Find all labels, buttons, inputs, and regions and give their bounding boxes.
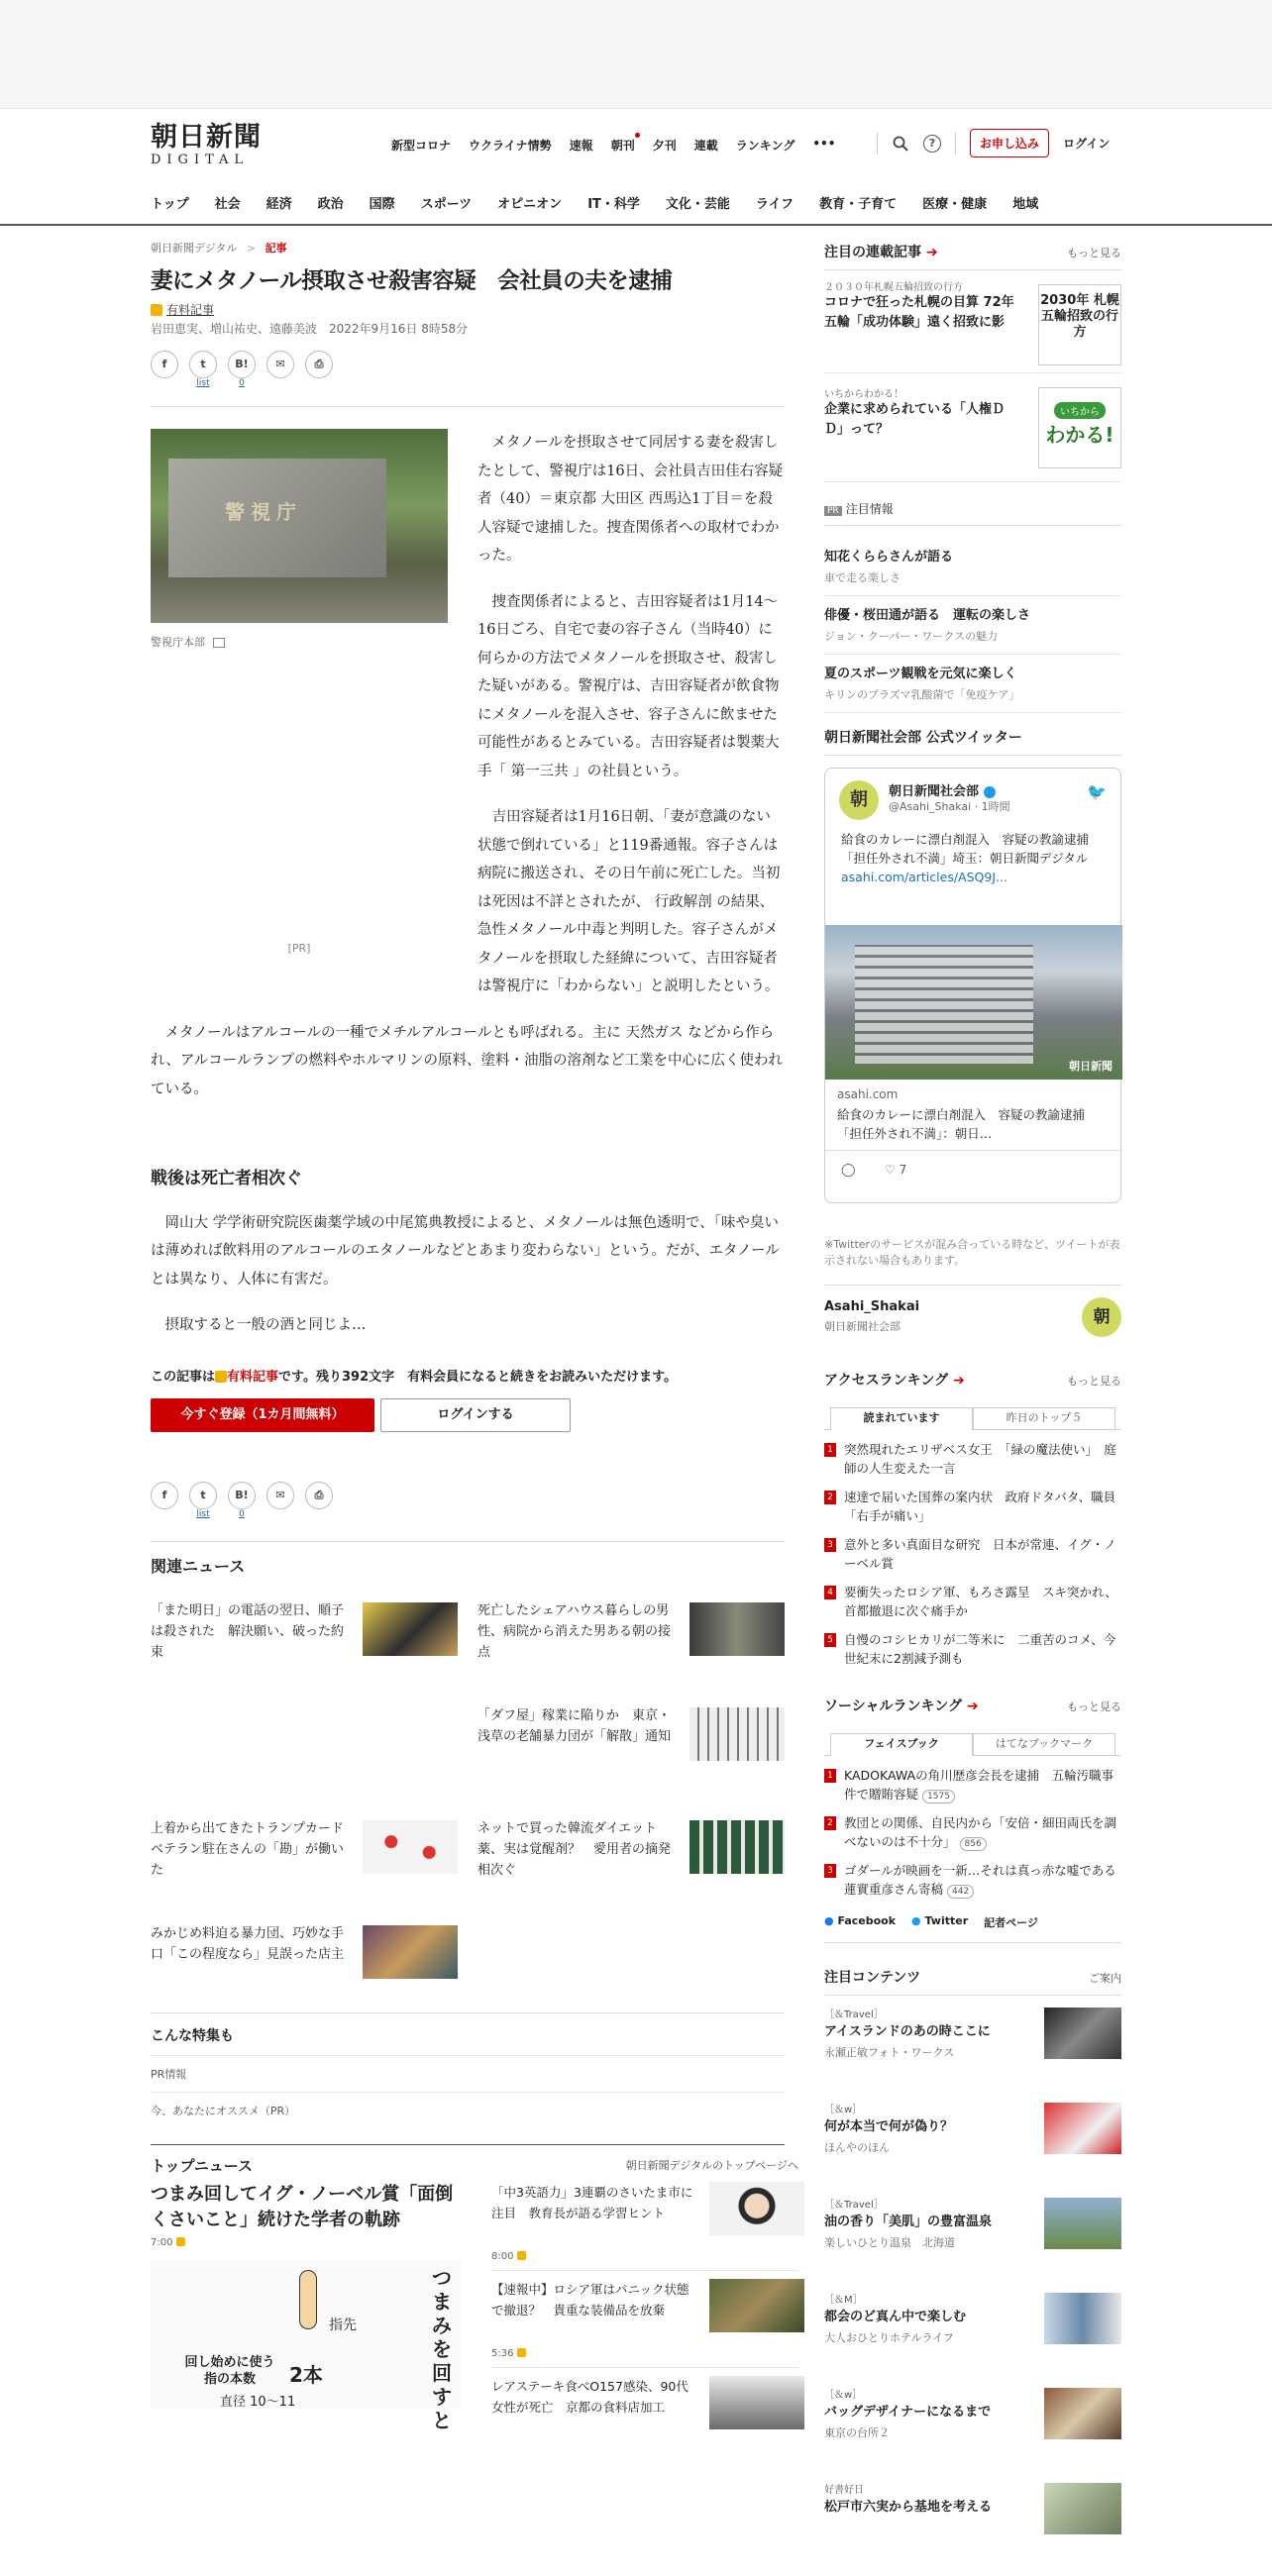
twitter-share-icon[interactable]: t	[189, 1482, 217, 1509]
facebook-link[interactable]	[824, 1914, 896, 1930]
nav-item-evening[interactable]: 夕刊	[652, 139, 677, 153]
illus-side-label: つまみを回すと	[432, 2265, 452, 2432]
like-button[interactable]	[885, 1163, 906, 1177]
tab-yesterday-top5[interactable]: 昨日のトップ５	[973, 1407, 1115, 1429]
nav-item-ranking[interactable]: ランキング	[735, 139, 795, 153]
embedded-tweet[interactable]	[824, 768, 1121, 1203]
content-item[interactable]	[824, 2481, 1121, 2576]
rank-number: 3	[824, 1864, 836, 1878]
ranking-item[interactable]	[824, 1630, 1121, 1668]
breadcrumb	[151, 240, 785, 256]
twitter-list-link[interactable]: list	[196, 378, 210, 388]
article-paragraph: 摂取すると一般の酒と同じよ…	[164, 1317, 367, 1333]
content-sub: 永瀬正敏フォト・ワークス	[824, 2046, 955, 2059]
twitter-header: 朝日新聞社会部 公式ツイッター	[824, 727, 1121, 756]
contents-header	[824, 1967, 1121, 1996]
tweet-card-image[interactable]	[825, 925, 1122, 1080]
facebook-link-text: Facebook	[837, 1914, 897, 1927]
rank-number: 1	[824, 1443, 836, 1457]
header-nav	[391, 137, 835, 154]
ranking-item[interactable]	[824, 1583, 1121, 1620]
twitter-link[interactable]	[911, 1914, 968, 1930]
hatena-count: 0	[239, 378, 245, 388]
article-body	[151, 429, 785, 1340]
rank-number: 5	[824, 1633, 836, 1647]
nav-item-ukraine[interactable]: ウクライナ情勢	[469, 139, 552, 153]
verified-icon	[984, 786, 996, 798]
main-column	[151, 228, 798, 2432]
mail-share-icon[interactable]: ✉	[266, 351, 294, 378]
article-photo	[151, 429, 448, 975]
related-item-title: 上着から出てきたトランプカード ベテラン駐在さんの「勘」が働いた	[151, 1820, 357, 1878]
pr-item[interactable]	[824, 526, 1121, 596]
paywall-text: です。残り392文字 有料会員になると続きをお読みいただけます。	[278, 1369, 678, 1385]
share-count: 1575	[922, 1790, 955, 1803]
pr-ad-slot	[151, 658, 448, 975]
content-item[interactable]	[824, 2196, 1121, 2291]
top-news-item[interactable]	[491, 2376, 798, 2465]
recommend-pr[interactable]: 今、あなたにオススメ（PR）	[151, 2092, 785, 2128]
related-item[interactable]	[151, 1600, 458, 1660]
content-item[interactable]	[824, 2291, 1121, 2386]
share-buttons-bottom	[151, 1482, 785, 1519]
lock-icon	[176, 2237, 185, 2246]
photo-sign-text: 警視庁	[225, 500, 302, 524]
category-region[interactable]: 地域	[1012, 196, 1039, 212]
ranking-item-title: ゴダールが映画を一新…それは真っ赤な嘘である 蓮實重彦さん寄稿	[844, 1863, 1129, 1897]
ranking-item[interactable]	[824, 1766, 1121, 1803]
content-kicker: ［＆M］	[824, 2295, 863, 2306]
pr-item-sub: キリンのプラズマ乳酸菌で「免疫ケア」	[824, 688, 1020, 701]
ranking-item-title: 速達で届いた国葬の案内状 政府ドタバタ、職員「右手が痛い」	[844, 1490, 1116, 1523]
paid-label-text: 有料記事	[166, 303, 215, 317]
top-news-thumbnail	[709, 2376, 804, 2429]
contents-title: 注目コンテンツ	[824, 1970, 921, 1986]
logo-text: 朝日新聞	[151, 122, 262, 153]
top-news-item-title: 「中3英語力」3連覇のさいたま市に注目 教育長が語る学習ヒント	[491, 2184, 693, 2220]
tweet-link[interactable]: asahi.com/articles/ASQ9J...	[841, 870, 1007, 884]
article-paragraph: 吉田容疑者は1月16日朝、「妻が意識のない状態で倒れている」と119番通報。容子さんは病院に搬送され、その日午前に死亡した。当初は死因は不詳とされたが、 行政解剖 の結果、急性メタノール中毒と判明した。容子さんがメタノールを摂取した経緯について、吉田容疑者は警視庁に「わからない」と説明したという。	[477, 809, 781, 994]
time-text: 5:36	[491, 2347, 514, 2359]
twitter-bird-icon[interactable]: 🐦	[1087, 782, 1107, 801]
login-button[interactable]: ログインする	[380, 1398, 571, 1432]
related-thumbnail	[363, 1820, 458, 1874]
content-thumbnail	[1044, 2483, 1121, 2534]
facebook-share-icon[interactable]: f	[151, 1482, 178, 1509]
site-header	[0, 109, 1272, 180]
top-news-header	[151, 2144, 798, 2182]
pr-item[interactable]	[824, 655, 1121, 713]
illus-bottom-label: 直径 10～11	[220, 2394, 296, 2410]
article-paragraph: メタノールを摂取させて同居する妻を殺害したとして、警視庁は16日、会社員吉田佳右容疑者（40）＝東京都 大田区 西馬込1丁目＝を殺人容疑で逮捕した。捜査関係者への取材でわかった。	[477, 435, 784, 564]
divider	[151, 406, 785, 407]
social-ranking-list	[824, 1766, 1129, 1899]
article-paragraph: メタノールはアルコールの一種でメチルアルコールとも呼ばれる。主に 天然ガス などから作られ、アルコールランプの燃料やホルマリンの原料、塗料・油脂の溶剤など工業を中心に広く使われている。	[151, 1024, 783, 1097]
nav-item-breaking[interactable]: 速報	[569, 139, 593, 153]
rank-number: 2	[824, 1816, 836, 1830]
tab-facebook[interactable]: フェイスブック	[830, 1733, 973, 1756]
top-ad-banner	[0, 0, 1272, 109]
arrow-right-icon[interactable]: ➔	[925, 245, 938, 260]
mail-share-icon[interactable]: ✉	[266, 1482, 294, 1509]
category-international[interactable]: 国際	[369, 196, 395, 212]
image-icon[interactable]	[213, 638, 225, 648]
ranking-item-title: 教団との関係、自民内から「安倍・細田両氏を調べないのは不十分」	[844, 1815, 1117, 1849]
related-item-title: 死亡したシェアハウス暮らしの男性、病院から消えた男ある朝の接点	[477, 1602, 672, 1660]
login-link[interactable]: ログイン	[1063, 137, 1111, 151]
top-news-thumbnail	[709, 2279, 804, 2332]
article-title: 妻にメタノール摂取させ殺害容疑 会社員の夫を逮捕	[151, 268, 673, 294]
twitter-list-link[interactable]: list	[196, 1508, 210, 1519]
share-count: 856	[960, 1837, 987, 1851]
category-health[interactable]: 医療・健康	[922, 196, 988, 212]
share-buttons	[151, 351, 785, 388]
content-sub: 楽しいひとり温泉 北海道	[824, 2236, 955, 2249]
content-item[interactable]	[824, 2101, 1121, 2196]
tweet-avatar[interactable]: 朝	[839, 780, 879, 820]
contents-more[interactable]: ご案内	[1089, 1972, 1121, 1985]
tab-hatena-bookmark[interactable]: はてなブックマーク	[973, 1733, 1115, 1755]
content-item[interactable]	[824, 2386, 1121, 2481]
category-it-science[interactable]: IT・科学	[587, 196, 640, 212]
serial-more-link[interactable]: もっと見る	[1067, 247, 1121, 259]
related-item[interactable]	[477, 1818, 785, 1878]
content-thumbnail	[1044, 2198, 1121, 2249]
reply-icon[interactable]: ◯	[841, 1163, 856, 1178]
thumb-label: いちから	[1054, 402, 1106, 419]
related-thumbnail	[363, 1602, 458, 1656]
content-thumbnail	[1044, 2008, 1121, 2059]
top-page-link[interactable]: 朝日新聞デジタルのトップページへ	[625, 2158, 798, 2172]
top-news-item-title: 【速報中】ロシア軍はパニック状態で撤退？ 貴重な装備品を放棄	[491, 2281, 689, 2318]
share-count: 442	[947, 1885, 974, 1899]
category-economy[interactable]: 経済	[265, 196, 292, 212]
paid-label	[151, 301, 785, 318]
rank-number: 1	[824, 1769, 836, 1783]
hatena-bookmark-icon[interactable]: B!	[228, 351, 256, 378]
rank-number: 3	[824, 1538, 836, 1552]
access-ranking-tabs	[824, 1407, 1121, 1430]
related-thumbnail	[363, 1925, 458, 1979]
serial-item[interactable]	[824, 270, 1121, 373]
illus-label: 回し始めに使う指の本数	[184, 2354, 275, 2387]
thumb-label: わかる!	[1045, 423, 1114, 447]
content-thumbnail	[1044, 2103, 1121, 2154]
nav-item-morning[interactable]: 朝刊	[610, 139, 635, 153]
tab-most-read[interactable]: 読まれています	[830, 1407, 973, 1430]
paywall-paid-text: 有料記事	[227, 1369, 279, 1385]
related-item-title: 「また明日」の電話の翌日、順子は殺された 解決願い、破った約束	[151, 1602, 345, 1660]
photo-caption-text: 警視庁本部	[151, 636, 205, 649]
photo-caption	[151, 629, 448, 658]
related-thumbnail	[689, 1820, 785, 1874]
serial-thumbnail	[1038, 387, 1121, 468]
pr-item-title: 俳優・桜田通が語る 運転の楽しさ	[824, 608, 1031, 623]
serial-title[interactable]: 注目の連載記事	[824, 245, 921, 260]
category-life[interactable]: ライフ	[755, 196, 795, 212]
tweet-handle: @Asahi_Shakai · 1時間	[889, 800, 1010, 813]
divider	[825, 1150, 1122, 1151]
lock-icon	[517, 2251, 526, 2260]
related-thumbnail	[689, 1707, 785, 1761]
content-title: 松戸市六実から基地を考える	[824, 2500, 993, 2515]
access-ranking-more[interactable]: もっと見る	[1067, 1375, 1121, 1388]
account-name: Asahi_Shakai	[824, 1299, 920, 1314]
pr-head-title: 注目情報	[845, 502, 894, 516]
pr-item-sub: ジョン・クーパー・ワークスの魅力	[824, 630, 999, 643]
sidebar	[824, 228, 1129, 2576]
twitter-note: ※Twitterのサービスが混み合っている時など、ツイートが表示されない場合もあります。	[824, 1238, 1120, 1267]
features-title: こんな特集も	[151, 2012, 785, 2045]
register-button[interactable]: 今すぐ登録（1カ月間無料）	[151, 1398, 374, 1432]
social-ranking-header	[824, 1696, 1121, 1723]
ranking-item-title: 突然現れたエリザベス女王 「緑の魔法使い」 庭師の人生変えた一言	[844, 1442, 1116, 1476]
subscribe-button[interactable]: お申し込み	[970, 129, 1049, 157]
site-logo[interactable]	[151, 123, 262, 168]
account-avatar: 朝	[1082, 1297, 1121, 1337]
photo-image[interactable]	[151, 429, 448, 623]
social-links	[824, 1914, 1121, 1943]
paywall-buttons	[151, 1398, 785, 1432]
twitter-share-icon[interactable]: t	[189, 351, 217, 378]
lock-icon	[215, 1371, 227, 1383]
social-ranking-tabs	[824, 1733, 1121, 1756]
serial-item[interactable]	[824, 373, 1121, 482]
pr-item-title: 夏のスポーツ観戦を元気に楽しく	[824, 667, 1017, 681]
category-top[interactable]: トップ	[151, 196, 189, 212]
content-kicker: ［＆w］	[824, 2105, 863, 2115]
ranking-item-title: 意外と多い真面目な研究 日本が常連、イグ・ノーベル賞	[844, 1537, 1116, 1571]
tweet-card-domain: asahi.com	[837, 1087, 899, 1101]
related-thumbnail	[689, 1602, 785, 1656]
social-ranking-title[interactable]: ソーシャルランキング	[824, 1699, 963, 1714]
category-education[interactable]: 教育・子育て	[819, 196, 898, 212]
top-news-thumbnail	[709, 2182, 804, 2235]
nav-item-corona[interactable]: 新型コロナ	[391, 139, 452, 153]
rank-number: 4	[824, 1586, 836, 1599]
lock-icon	[151, 304, 162, 316]
content-kicker: ［＆w］	[824, 2390, 863, 2401]
tweet-author[interactable]	[889, 780, 996, 799]
related-item[interactable]	[151, 1818, 458, 1878]
contents-list	[824, 2006, 1121, 2576]
nav-item-series[interactable]: 連載	[693, 139, 718, 153]
like-count: 7	[899, 1163, 907, 1177]
account-sub: 朝日新聞社会部	[824, 1320, 901, 1333]
tweet-body: 給食のカレーに漂白剤混入 容疑の教諭逮捕 「担任外され不満」埼玉：朝日新聞デジタル	[841, 832, 1102, 866]
hatena-bookmark-icon[interactable]: B!	[228, 1482, 256, 1509]
tweet-card-title[interactable]: 給食のカレーに漂白剤混入 容疑の教諭逮捕 「担任外され不満」：朝日…	[837, 1107, 1098, 1141]
access-ranking-list	[824, 1440, 1121, 1668]
top-news-item-time	[491, 2348, 526, 2359]
paywall-notice	[151, 1366, 785, 1385]
top-news-main-time	[151, 2237, 462, 2248]
content-sub: 東京の台所２	[824, 2426, 890, 2439]
twitter-account[interactable]	[824, 1285, 1121, 1346]
content-title: 油の香り「美肌」の豊富温泉	[824, 2215, 993, 2229]
twitter-icon: ●	[911, 1914, 921, 1927]
related-item[interactable]	[477, 1705, 785, 1765]
content-sub: 大人おひとりホテルライフ	[824, 2331, 954, 2344]
content-item[interactable]	[824, 2006, 1121, 2101]
article-paragraph: 岡山大 学学術研究院医歯薬学域の中尾篤典教授によると、メタノールは無色透明で、「味や臭いは薄めれば飲料用のアルコールのエタノールなどとあまり変わらない」という。だが、エタノールとは異なり、人体に有害だ。	[151, 1214, 780, 1288]
content-kicker: ［＆Travel］	[824, 2009, 884, 2020]
breadcrumb-home[interactable]: 朝日新聞デジタル	[151, 242, 238, 255]
related-news-title: 関連ニュース	[151, 1541, 785, 1577]
logo-subtext: DIGITAL	[151, 153, 250, 167]
serial-item-title: 企業に求められている「人権ＤＤ」って？	[824, 402, 1006, 437]
pr-item[interactable]	[824, 596, 1121, 655]
related-news	[151, 1587, 785, 2003]
serial-kicker: ２０３０年札幌五輪招致の行方	[824, 282, 963, 293]
ranking-item[interactable]	[824, 1535, 1121, 1573]
category-society[interactable]: 社会	[214, 196, 241, 212]
content-sub: ほんやのほん	[824, 2141, 890, 2154]
article-subheading: 戦後は死亡者相次ぐ	[151, 1169, 302, 1188]
card-watermark: 朝日新聞	[1069, 1060, 1113, 1073]
access-ranking-header	[824, 1370, 1121, 1397]
lock-icon	[517, 2348, 526, 2357]
facebook-share-icon[interactable]: f	[151, 351, 178, 378]
top-news-item[interactable]	[491, 2279, 798, 2368]
search-icon[interactable]	[892, 135, 909, 153]
top-news-item-title: レアステーキ食べO157感染、90代女性が死亡 京都の食料店加工	[491, 2378, 689, 2415]
related-item-title: 「ダフ屋」稼業に陥りか 東京・浅草の老舗暴力団が「解散」通知	[477, 1707, 672, 1744]
content-title: バッグデザイナーになるまで	[824, 2405, 992, 2420]
content-thumbnail	[1044, 2388, 1121, 2439]
content-thumbnail	[1044, 2293, 1121, 2344]
top-news-illustration	[151, 2260, 462, 2432]
article-byline: 岩田恵実、増山祐史、遠藤美波 2022年9月16日 8時58分	[151, 322, 469, 336]
time-text: 7:00	[151, 2236, 173, 2248]
divider	[877, 133, 878, 155]
serial-item-title: コロナで狂った札幌の目算 72年五輪「成功体験」遠く招致に影	[824, 295, 1014, 330]
ranking-item[interactable]	[824, 1861, 1129, 1899]
tweet-author-name: 朝日新聞社会部	[889, 784, 980, 799]
top-news-title: トップニュース	[151, 2156, 254, 2175]
breadcrumb-current[interactable]: 記事	[265, 242, 287, 255]
building-shape	[855, 945, 1033, 1064]
divider	[955, 133, 956, 155]
arrow-right-icon[interactable]: ➔	[953, 1373, 965, 1389]
access-ranking-title[interactable]: アクセスランキング	[824, 1373, 949, 1389]
heart-icon: ♡	[885, 1163, 896, 1177]
category-politics[interactable]: 政治	[317, 196, 344, 212]
content-kicker: ［＆Travel］	[824, 2200, 884, 2211]
category-nav	[0, 180, 1272, 226]
pr-header	[824, 500, 1121, 526]
header-actions	[877, 129, 1110, 157]
reporter-page-link[interactable]: 記者ページ	[984, 1916, 1038, 1929]
top-news-item[interactable]	[491, 2182, 798, 2271]
ranking-item-title: KADOKAWAの角川歴彦会長を逮捕 五輪汚職事件で贈賄容疑	[844, 1768, 1114, 1802]
hatena-count: 0	[239, 1508, 245, 1519]
serial-header	[824, 242, 1121, 270]
content-title: 何が本当で何が偽り？	[824, 2119, 954, 2134]
time-text: 8:00	[491, 2250, 514, 2262]
illus-finger-label: 指先	[329, 2317, 357, 2333]
pr-item-sub: 車で走る楽しさ	[824, 571, 901, 584]
category-culture[interactable]: 文化・芸能	[665, 196, 730, 212]
pr-badge: PR	[824, 506, 842, 516]
print-icon[interactable]: ⎙	[305, 1482, 333, 1509]
serial-kicker: いちからわかる！	[824, 389, 903, 400]
rank-number: 2	[824, 1491, 836, 1504]
related-item[interactable]	[151, 1923, 458, 1983]
arrow-right-icon[interactable]: ➔	[966, 1699, 979, 1714]
pr-info[interactable]: PR情報	[151, 2055, 785, 2092]
related-item-title: みかじめ料迫る暴力団、巧妙な手口「この程度なら」見誤った店主	[151, 1925, 345, 1962]
content-title: アイスランドのあの時ここに	[824, 2024, 991, 2039]
more-menu-icon[interactable]: •••	[812, 137, 836, 151]
category-sports[interactable]: スポーツ	[420, 196, 473, 212]
category-opinion[interactable]: オピニオン	[497, 196, 563, 212]
top-news-main-title: つまみ回してイグ・ノーベル賞「面倒くさいこと」続けた学者の軌跡	[151, 2183, 454, 2230]
breadcrumb-separator: >	[246, 242, 257, 255]
illus-number: 2本	[289, 2362, 323, 2387]
related-item-title: ネットで買った韓流ダイエット薬、実は覚醒剤？ 愛用者の摘発相次ぐ	[477, 1820, 672, 1878]
help-icon[interactable]: ?	[923, 135, 941, 153]
content-kicker: 好書好日	[824, 2485, 864, 2496]
ranking-item[interactable]	[824, 1440, 1121, 1478]
pr-label: [PR]	[287, 941, 311, 955]
tweet-text	[841, 830, 1105, 886]
top-news-item-time	[491, 2251, 526, 2262]
serial-thumbnail: 2030年 札幌 五輪招致の行方	[1038, 284, 1121, 365]
social-ranking-more[interactable]: もっと見る	[1067, 1700, 1121, 1713]
ranking-item-title: 自慢のコシヒカリが二等米に 二重苦のコメ、今世紀末に2割減予測も	[844, 1632, 1116, 1666]
twitter-link-text: Twitter	[924, 1914, 969, 1927]
top-news-list	[491, 2182, 798, 2473]
top-news-main[interactable]	[151, 2182, 462, 2432]
ranking-item[interactable]	[824, 1488, 1121, 1525]
content-title: 都会のど真ん中で楽しむ	[824, 2310, 967, 2324]
pr-item-title: 知花くららさんが語る	[824, 550, 954, 565]
ranking-item[interactable]	[824, 1813, 1121, 1851]
paywall-text: この記事は	[151, 1369, 216, 1385]
article-paragraph: 捜査関係者によると、吉田容疑者は1月14～16日ごろ、自宅で妻の容子さん（当時40）に何らかの方法でメタノールを摂取させ、殺害した疑いがある。警視庁は、吉田容疑者が飲食物にメタノールを混入させ、容子さんに飲ませた可能性があるとみている。吉田容疑者は製薬大手「 第一三共 」の社員という。	[477, 593, 780, 779]
ranking-item-title: 要衝失ったロシア軍、もろさ露呈 スキ突かれ、首都撤退に次ぐ痛手か	[844, 1585, 1117, 1618]
related-item[interactable]	[477, 1600, 785, 1660]
print-icon[interactable]: ⎙	[305, 351, 333, 378]
finger-shape	[299, 2270, 317, 2329]
facebook-icon: ●	[824, 1914, 834, 1927]
